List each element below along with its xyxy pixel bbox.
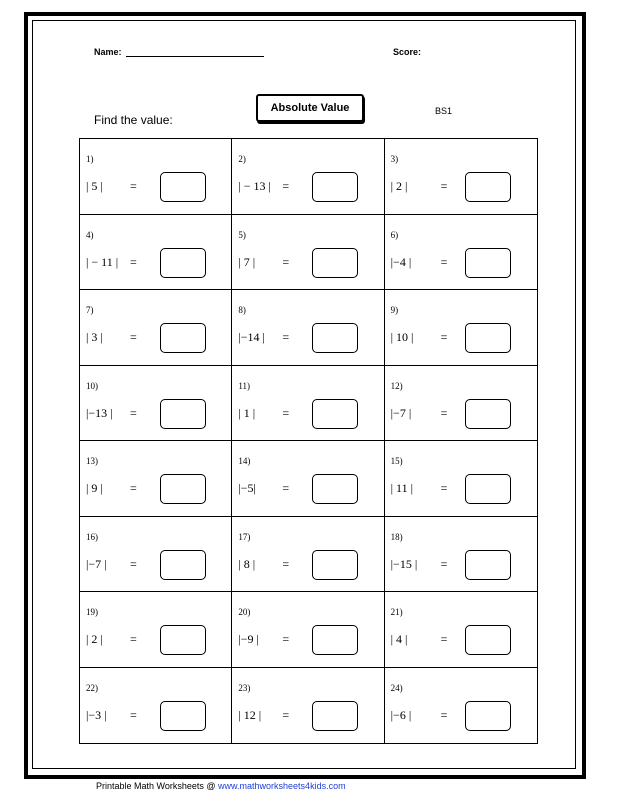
answer-box[interactable]: [160, 625, 206, 655]
problem-cell: [385, 290, 537, 366]
problem-expression: |−14 |: [238, 330, 265, 344]
problem-cell: [232, 441, 384, 517]
problem-expression: | 11 |: [390, 481, 414, 495]
problem-expression: |−7 |: [390, 405, 412, 420]
answer-box[interactable]: [160, 474, 206, 504]
problem-expression: |−4 |: [390, 254, 412, 269]
answer-box[interactable]: [465, 399, 511, 429]
problem-cell: [80, 668, 232, 744]
problem-expression: | 10 |: [390, 330, 414, 344]
problem-number: 16): [86, 531, 98, 542]
equals-sign: =: [130, 405, 137, 420]
problem-number: 19): [86, 607, 98, 617]
answer-box[interactable]: [312, 474, 358, 504]
problem-number: 18): [390, 531, 403, 542]
equals-sign: =: [282, 707, 290, 722]
answer-box[interactable]: [160, 550, 206, 580]
equals-sign: =: [440, 330, 448, 344]
answer-box[interactable]: [312, 248, 358, 278]
problem-cell: [385, 668, 537, 744]
equals-sign: =: [440, 481, 448, 495]
answer-box[interactable]: [465, 323, 511, 353]
problem-number: 4): [86, 229, 94, 240]
answer-box[interactable]: [312, 625, 358, 655]
problem-expression: | 8 |: [238, 556, 256, 571]
problem-cell: [232, 668, 384, 744]
answer-box[interactable]: [465, 172, 511, 202]
problem-grid: [79, 138, 538, 744]
equals-sign: =: [440, 179, 448, 193]
name-line[interactable]: [126, 47, 264, 57]
problem-cell: [232, 517, 384, 593]
problem-number: 13): [86, 456, 98, 466]
footer-link[interactable]: www.mathworksheets4kids.com: [218, 781, 346, 791]
problem-number: 24): [390, 682, 403, 693]
equals-sign: =: [282, 254, 290, 269]
equals-sign: =: [130, 481, 137, 495]
problem-cell: [232, 290, 384, 366]
problem-cell: [385, 139, 537, 215]
equals-sign: =: [130, 556, 137, 571]
problem-cell: [385, 592, 537, 668]
equals-sign: =: [282, 405, 290, 420]
footer-text: Printable Math Worksheets @: [96, 781, 219, 791]
problem-expression: | − 11 |: [86, 254, 119, 269]
problem-expression: |−6 |: [390, 707, 412, 722]
answer-box[interactable]: [465, 701, 511, 731]
problem-number: 20): [238, 607, 251, 617]
answer-box[interactable]: [312, 399, 358, 429]
problem-cell: [385, 215, 537, 291]
problem-cell: [385, 366, 537, 442]
problem-number: 11): [238, 380, 250, 391]
answer-box[interactable]: [160, 248, 206, 278]
worksheet-title: [256, 94, 364, 122]
problem-number: 15): [390, 456, 403, 466]
name-label: Name:: [94, 47, 122, 57]
problem-number: 6): [390, 229, 399, 240]
problem-expression: | 1 |: [238, 405, 256, 420]
equals-sign: =: [130, 707, 137, 722]
answer-box[interactable]: [465, 550, 511, 580]
problem-number: 10): [86, 380, 98, 391]
answer-box[interactable]: [312, 701, 358, 731]
problem-number: 2): [238, 154, 246, 164]
problem-cell: [80, 215, 232, 291]
problem-number: 7): [86, 305, 94, 315]
equals-sign: =: [282, 330, 290, 344]
problem-cell: [80, 366, 232, 442]
problem-cell: [80, 290, 232, 366]
equals-sign: =: [282, 632, 290, 646]
problem-cell: [385, 517, 537, 593]
problem-expression: | 3 |: [86, 330, 103, 344]
problem-expression: | 12 |: [238, 707, 262, 722]
problem-expression: | 2 |: [390, 179, 408, 193]
problem-cell: [80, 517, 232, 593]
problem-number: 9): [390, 305, 399, 315]
equals-sign: =: [130, 254, 137, 269]
problem-number: 22): [86, 682, 98, 693]
problem-number: 14): [238, 456, 251, 466]
equals-sign: =: [440, 707, 448, 722]
problem-expression: |−5|: [238, 481, 256, 495]
problem-expression: |−7 |: [86, 556, 107, 571]
problem-number: 8): [238, 305, 246, 315]
problem-cell: [232, 592, 384, 668]
problem-expression: |−15 |: [390, 556, 418, 571]
name-field: [94, 47, 264, 57]
problem-cell: [232, 215, 384, 291]
problem-cell: [232, 366, 384, 442]
answer-box[interactable]: [160, 172, 206, 202]
answer-box[interactable]: [312, 323, 358, 353]
problem-expression: | 2 |: [86, 632, 103, 646]
problem-expression: | 4 |: [390, 632, 408, 646]
answer-box[interactable]: [160, 323, 206, 353]
answer-box[interactable]: [465, 625, 511, 655]
worksheet-code: BS1: [435, 106, 453, 116]
problem-cell: [80, 592, 232, 668]
instruction-text: Find the value:: [94, 113, 173, 127]
problem-expression: |−9 |: [238, 632, 259, 646]
problem-number: 3): [390, 154, 399, 164]
problem-number: 12): [390, 380, 403, 391]
equals-sign: =: [282, 556, 290, 571]
equals-sign: =: [130, 632, 137, 646]
equals-sign: =: [440, 556, 448, 571]
problem-number: 21): [390, 607, 403, 617]
problem-cell: [385, 441, 537, 517]
problem-expression: | − 13 |: [238, 179, 271, 193]
worksheet-title-text: Absolute Value: [270, 102, 350, 114]
problem-number: 23): [238, 682, 251, 693]
equals-sign: =: [440, 405, 448, 420]
equals-sign: =: [440, 632, 448, 646]
equals-sign: =: [130, 330, 137, 344]
problem-expression: | 5 |: [86, 179, 103, 193]
equals-sign: =: [282, 179, 290, 193]
answer-box[interactable]: [465, 474, 511, 504]
footer: [96, 781, 346, 791]
score-label: Score:: [393, 47, 422, 57]
problem-expression: | 7 |: [238, 254, 256, 269]
problem-number: 5): [238, 229, 246, 240]
problem-expression: | 9 |: [86, 481, 103, 495]
problem-cell: [80, 441, 232, 517]
answer-box[interactable]: [312, 550, 358, 580]
problem-number: 17): [238, 531, 251, 542]
answer-box[interactable]: [465, 248, 511, 278]
problem-cell: [232, 139, 384, 215]
equals-sign: =: [282, 481, 290, 495]
equals-sign: =: [130, 179, 137, 193]
problem-number: 1): [86, 154, 94, 164]
answer-box[interactable]: [160, 399, 206, 429]
answer-box[interactable]: [312, 172, 358, 202]
problem-expression: |−3 |: [86, 707, 107, 722]
problem-expression: |−13 |: [86, 405, 113, 420]
problem-cell: [80, 139, 232, 215]
answer-box[interactable]: [160, 701, 206, 731]
equals-sign: =: [440, 254, 448, 269]
